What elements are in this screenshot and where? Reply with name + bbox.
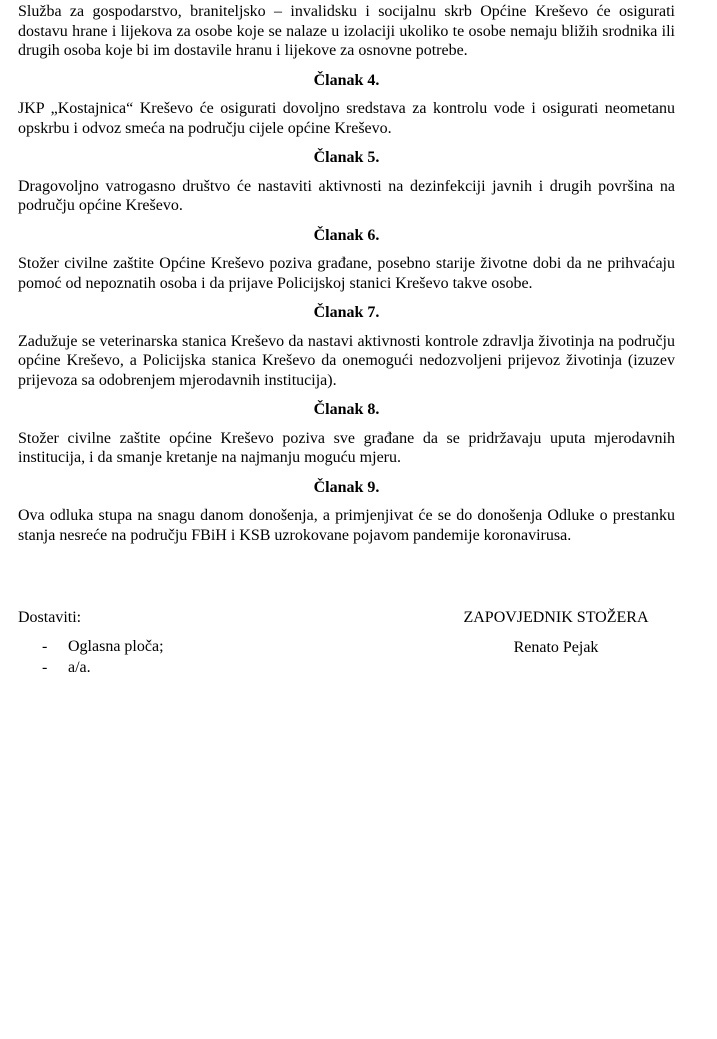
article-9-heading: Članak 9. bbox=[313, 478, 380, 496]
article-8-heading: Članak 8. bbox=[313, 401, 380, 418]
article-7-text: Zadužuje se veterinarska stanica Kreševo da nastavi aktivnosti kontrole zdravlja životinja na području općine Kreševo, a Policijska stanica Kreševo da onemogući nedozvoljeni prijevoz životinja (izuzev prijevoza sa odobrenjem mjerodavnih institucija). bbox=[18, 332, 675, 389]
delivery-label: Dostaviti: bbox=[18, 609, 82, 626]
delivery-item bbox=[18, 637, 164, 658]
delivery-item-text: a/a. bbox=[68, 659, 91, 676]
delivery-item-text: Oglasna ploča; bbox=[68, 638, 164, 655]
article-7-heading: Članak 7. bbox=[313, 304, 380, 321]
intro-paragraph: Služba za gospodarstvo, braniteljsko – invalidsku i socijalnu skrb Općine Kreševo će osigurati dostavu hrane i lijekova za osobe koje se nalaze u izolaciji ukoliko te osobe nemaju bližih srodnika ili drugih osoba koje bi im dostavile hranu i lijekove za osnovne potrebe. bbox=[18, 3, 675, 59]
signature-block bbox=[455, 608, 657, 657]
article-9-text: Ova odluka stupa na snagu danom donošenja, a primjenjivat će se do donošenja Odluke o prestanku stanja nesreće na području FBiH i KSB uzrokovane pojavom pandemije koronavirusa. bbox=[18, 507, 675, 544]
article-4-heading: Članak 4. bbox=[313, 71, 380, 89]
commander-name: Renato Pejak bbox=[513, 638, 599, 656]
list-dash: - bbox=[42, 659, 48, 676]
article-8-text: Stožer civilne zaštite općine Kreševo poziva sve građane da se pridržavaju uputa mjerodavnih institucija, i da smanje kretanje na najmanju moguću mjeru. bbox=[18, 429, 675, 466]
article-5-heading: Članak 5. bbox=[313, 149, 380, 166]
list-dash: - bbox=[42, 638, 48, 655]
delivery-item bbox=[18, 658, 164, 679]
delivery-list bbox=[18, 637, 164, 679]
article-6-heading: Članak 6. bbox=[313, 226, 380, 244]
article-6-text: Stožer civilne zaštite Općine Kreševo poziva građane, posebno starije životne dobi da ne prihvaćaju pomoć od nepoznatih osoba i da prijave Policijskoj stanici Kreševo takve osobe. bbox=[18, 255, 675, 292]
article-4-text: JKP „Kostajnica“ Kreševo će osigurati dovoljno sredstava za kontrolu vode i osigurati neometanu opskrbu i odvoz smeća na području cijele općine Kreševo. bbox=[18, 100, 675, 137]
article-5-text: Dragovoljno vatrogasno društvo će nastaviti aktivnosti na dezinfekciji javnih i drugih površina na području općine Kreševo. bbox=[18, 177, 675, 214]
document-body bbox=[18, 2, 675, 555]
commander-title: ZAPOVJEDNIK STOŽERA bbox=[463, 609, 649, 626]
